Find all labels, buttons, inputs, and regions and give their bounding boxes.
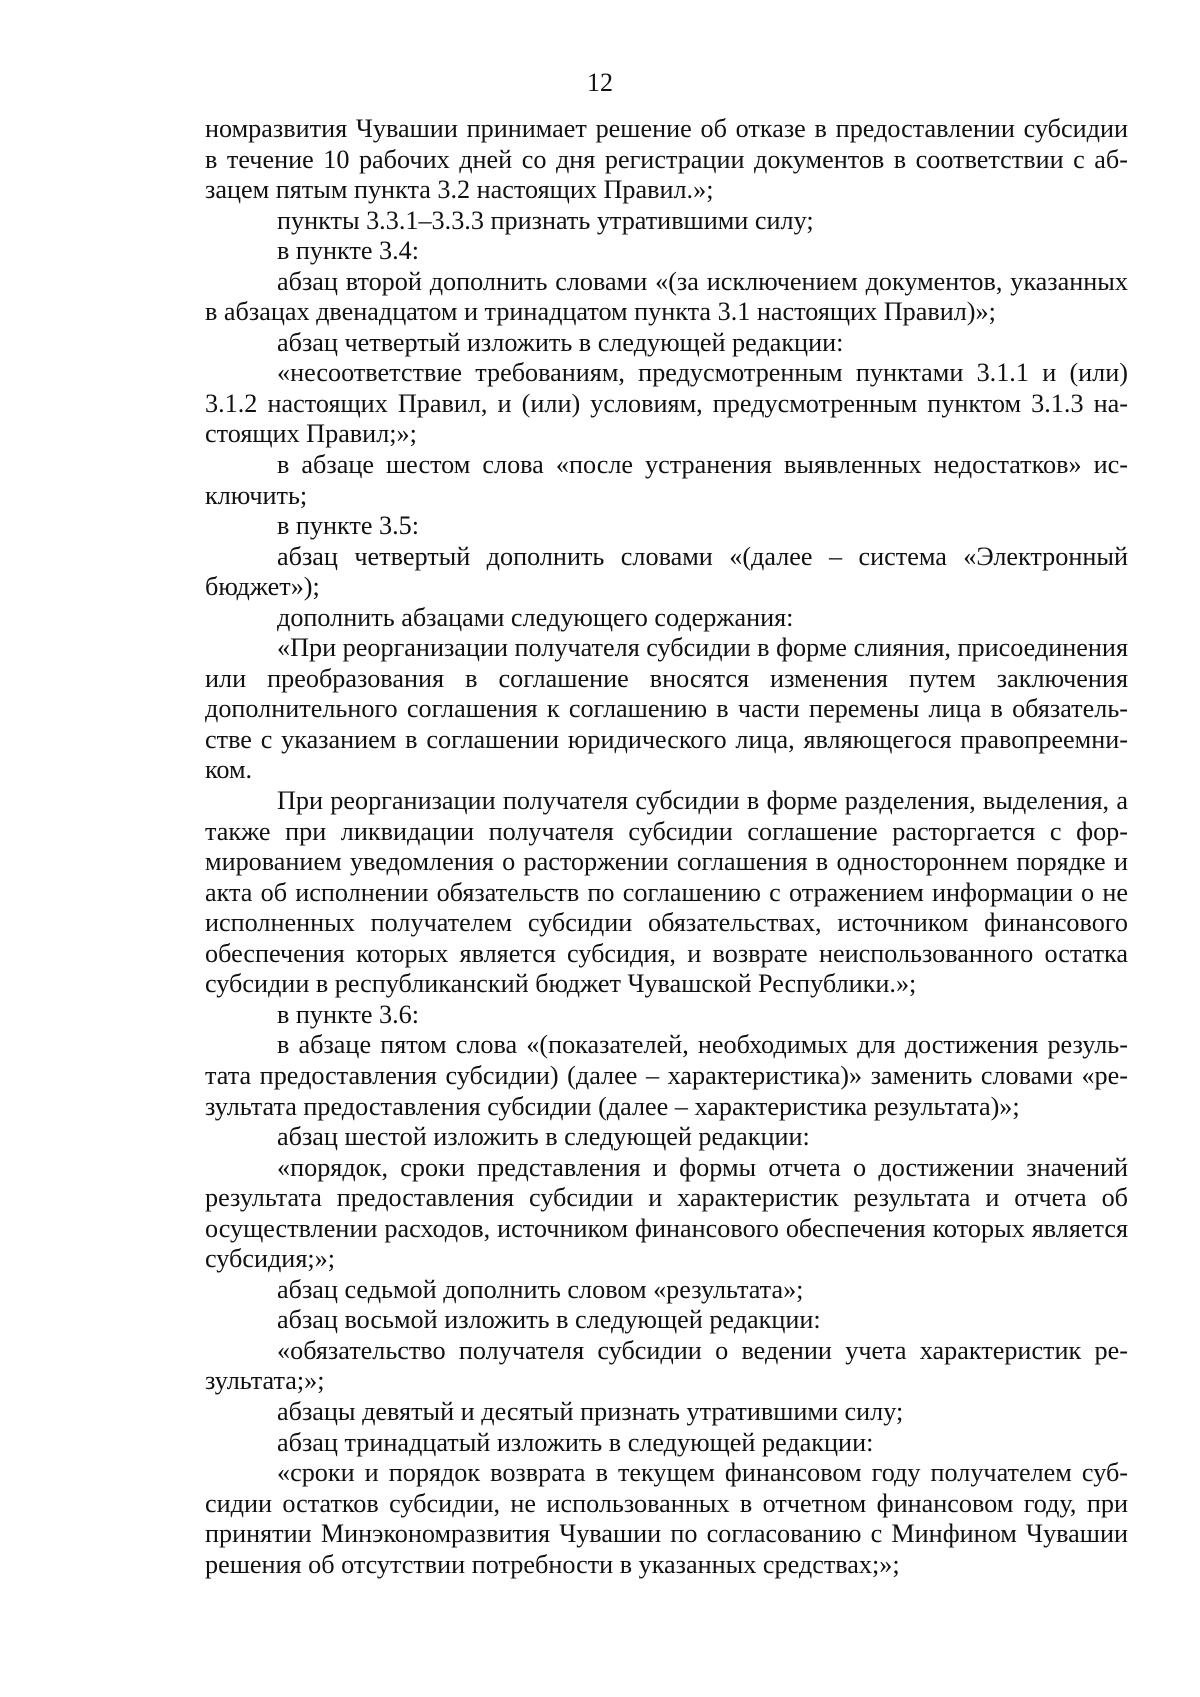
- paragraph: дополнить абзацами следующего содержания:: [277, 602, 794, 632]
- paragraph: «сроки и порядок возврата в текущем финансовом году получателем субсидии остатков субсидии, не использованных в отчетном финансовом году, при принятии Минэкономразвития Чувашии по согласованию с Минфином Чувашии решения об отсутствии потребности в указанных средствах;»;: [205, 1458, 1128, 1579]
- paragraph: номразвития Чувашии принимает решение об отказе в предоставлении субсидии в течение 10 рабочих дней со дня регистрации документов в соответствии с абзацем пятым пункта 3.2 настоящих Правил.»;: [205, 114, 1128, 205]
- paragraph: в абзаце шестом слова «после устранения выявленных недостатков» исключить;: [205, 450, 1128, 510]
- paragraph: абзацы девятый и десятый признать утратившими силу;: [277, 1396, 904, 1426]
- paragraph: «обязательство получателя субсидии о ведении учета характеристик результата;»;: [205, 1335, 1128, 1396]
- paragraph: абзац четвертый дополнить словами «(далее – система «Электронный бюджет»);: [205, 541, 1128, 602]
- paragraph: абзац четвертый изложить в следующей редакции:: [277, 327, 844, 357]
- paragraph: в пункте 3.5:: [277, 511, 420, 541]
- paragraph: в пункте 3.6:: [277, 999, 420, 1029]
- paragraph: абзац седьмой дополнить словом «результата»;: [277, 1274, 804, 1304]
- paragraph: абзац шестой изложить в следующей редакции:: [277, 1122, 810, 1152]
- paragraph: в пункте 3.4:: [277, 236, 420, 266]
- paragraph: «несоответствие требованиям, предусмотренным пунктами 3.1.1 и (или) 3.1.2 настоящих Правил, и (или) условиям, предусмотренным пунктом 3.1.3 настоящих Правил;»;: [205, 358, 1128, 449]
- paragraph: При реорганизации получателя субсидии в форме разделения, выделения, а также при ликвидации получателя субсидии соглашение расторгается с формированием уведомления о расторжении соглашения в одностороннем порядке и акта об исполнении обязательств по соглашению с отражением информации о не исполненных получателем субсидии обязательствах, источником финансового обеспечения которых является субсидия, и возврате неиспользованного остатка субсидии в республиканский бюджет Чувашской Республики.»;: [205, 786, 1128, 999]
- paragraph: абзац восьмой изложить в следующей редакции:: [277, 1305, 821, 1335]
- paragraph: «При реорганизации получателя субсидии в форме слияния, присоединения или преобразования в соглашение вносятся изменения путем заключения дополнительного соглашения к соглашению в части перемены лица в обязательстве с указанием в соглашении юридического лица, являющегося правопреемником.: [205, 633, 1128, 785]
- document-body: [205, 114, 1128, 1580]
- paragraph: абзац тринадцатый изложить в следующей редакции:: [277, 1427, 874, 1457]
- page-number: 12: [587, 68, 613, 97]
- paragraph: «порядок, сроки представления и формы отчета о достижении значений результата предоставления субсидии и характеристик результата и отчета об осуществлении расходов, источником финансового обеспечения которых является субсидия;»;: [205, 1152, 1128, 1274]
- paragraph: абзац второй дополнить словами «(за исключением документов, указанных в абзацах двенадцатом и тринадцатом пункта 3.1 настоящих Правил)»;: [205, 266, 1128, 327]
- paragraph: пункты 3.3.1–3.3.3 признать утратившими силу;: [277, 205, 814, 235]
- paragraph: в абзаце пятом слова «(показателей, необходимых для достижения результата предоставления субсидии) (далее – характеристика)» заменить словами «результата предоставления субсидии (далее – характеристика результата)»;: [205, 1030, 1128, 1121]
